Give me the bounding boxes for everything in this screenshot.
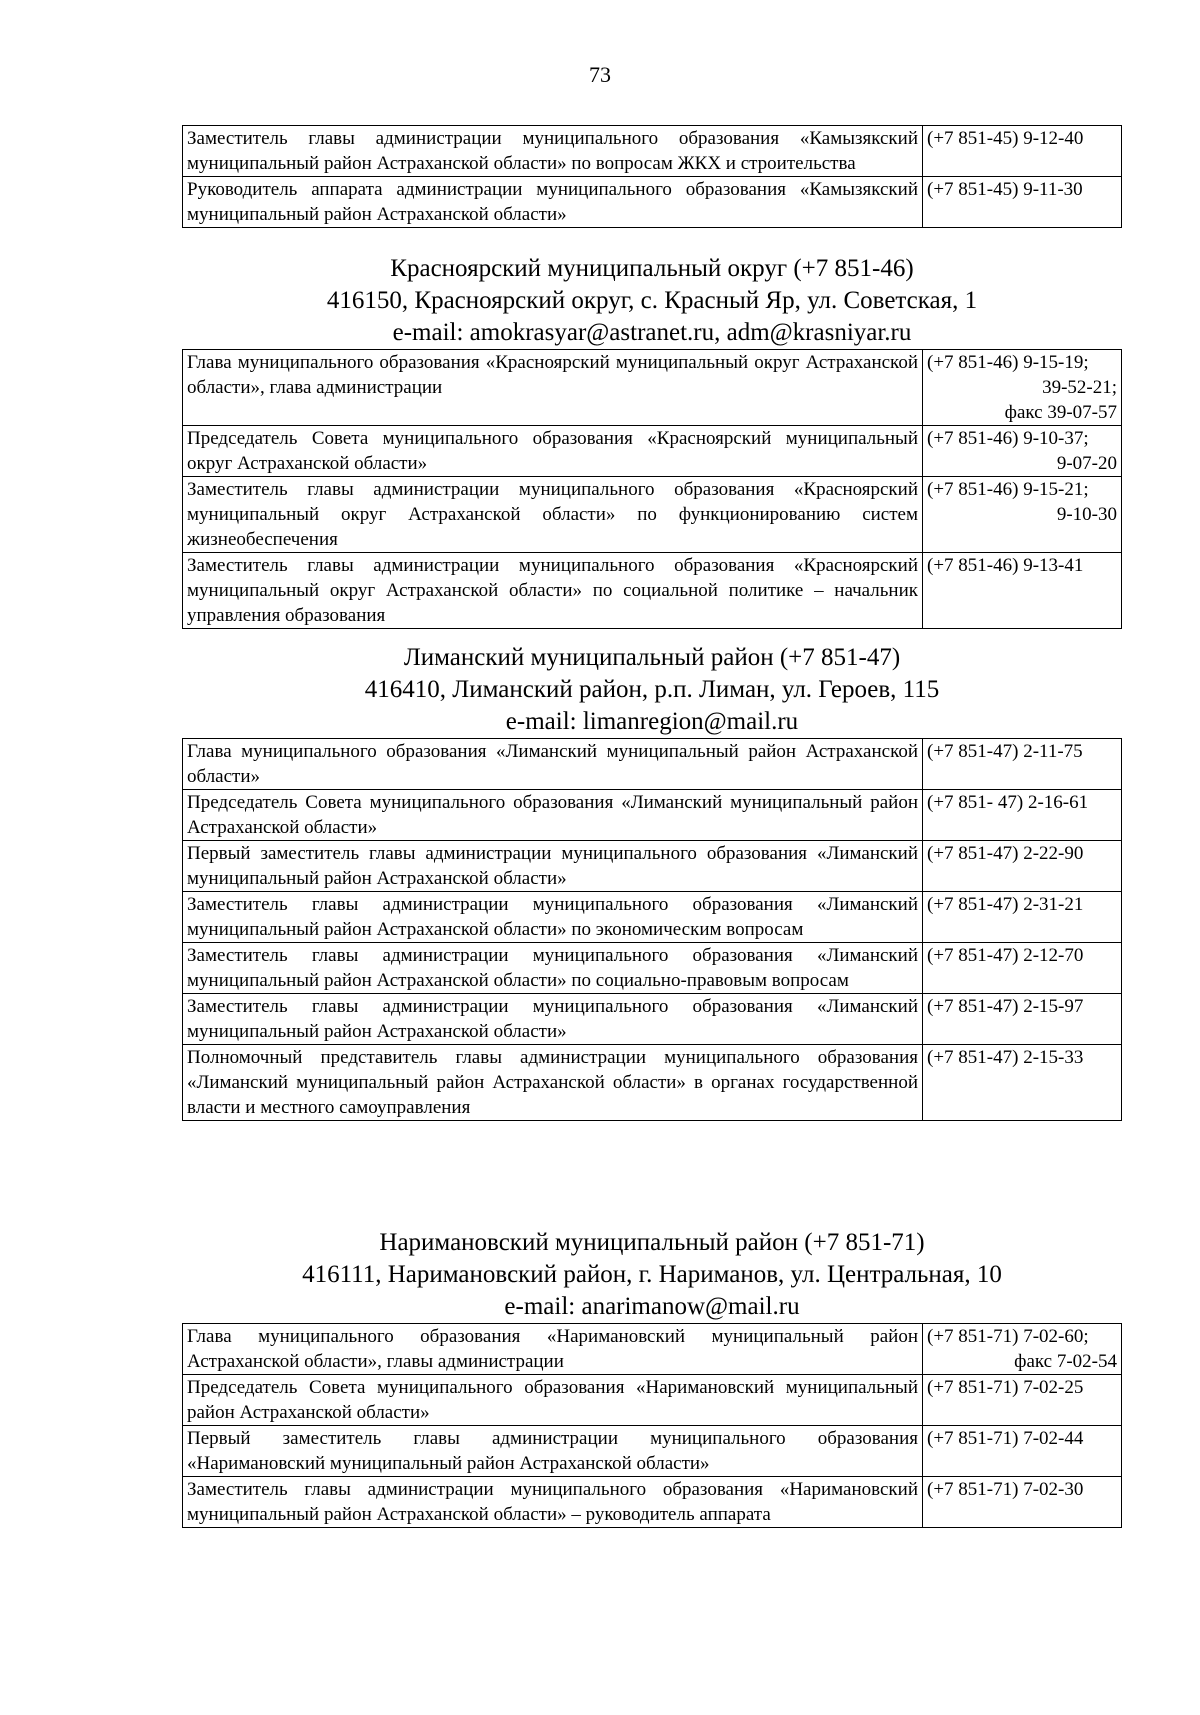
table-row	[183, 841, 1122, 892]
section-title: Лиманский муниципальный район (+7 851-47)	[403, 644, 901, 671]
phone-cell	[923, 892, 1122, 943]
table-row	[183, 943, 1122, 994]
position-cell: Заместитель главы администрации муниципального образования «Лиманский муниципальный район Астраханской области» по экономическим вопросам	[183, 892, 923, 943]
table-body	[183, 350, 1122, 629]
position-cell: Первый заместитель главы администрации муниципального образования «Наримановский муниципальный район Астраханской области»	[183, 1426, 923, 1477]
position-cell: Заместитель главы администрации муниципального образования «Лиманский муниципальный район Астраханской области» по социально-правовым вопросам	[183, 943, 923, 994]
table-row	[183, 790, 1122, 841]
position-cell: Первый заместитель главы администрации муниципального образования «Лиманский муниципальный район Астраханской области»	[183, 841, 923, 892]
phone-cell	[923, 350, 1122, 426]
phone-number: факс 7-02-54	[1014, 1351, 1117, 1372]
phone-cell	[923, 126, 1122, 177]
table-row	[183, 1324, 1122, 1375]
position-cell: Заместитель главы администрации муниципального образования «Красноярский муниципальный округ Астраханской области» по социальной политике – начальник управления образования	[183, 553, 923, 629]
table-row	[183, 1375, 1122, 1426]
section-limansky	[182, 642, 1122, 1121]
phone-number: (+7 851-47) 2-15-33	[927, 1047, 1084, 1068]
phone-number: (+7 851-46) 9-10-37;	[927, 428, 1089, 449]
phone-number: (+7 851-71) 7-02-25	[927, 1377, 1084, 1398]
section-narimanovsky	[182, 1227, 1122, 1528]
phone-cell	[923, 739, 1122, 790]
phone-number: (+7 851-46) 9-15-21;	[927, 479, 1089, 500]
position-cell: Председатель Совета муниципального образования «Наримановский муниципальный район Астраханской области»	[183, 1375, 923, 1426]
table-row	[183, 553, 1122, 629]
table-row	[183, 426, 1122, 477]
phone-cell	[923, 177, 1122, 228]
phone-number: 9-07-20	[1056, 453, 1117, 474]
table-row	[183, 1045, 1122, 1121]
phone-cell	[923, 994, 1122, 1045]
table-body	[183, 126, 1122, 228]
position-cell: Председатель Совета муниципального образования «Красноярский муниципальный округ Астраханской области»	[183, 426, 923, 477]
table-row	[183, 739, 1122, 790]
phone-cell	[923, 426, 1122, 477]
section-address: 416111, Наримановский район, г. Нариманов, ул. Центральная, 10	[302, 1261, 1002, 1288]
position-cell: Заместитель главы администрации муниципального образования «Наримановский муниципальный район Астраханской области» – руководитель аппарата	[183, 1477, 923, 1528]
phone-number: факс 39-07-57	[1004, 402, 1117, 423]
phone-cell	[923, 553, 1122, 629]
table-row	[183, 477, 1122, 553]
phone-number: (+7 851-47) 2-12-70	[927, 945, 1084, 966]
position-cell: Заместитель главы администрации муниципального образования «Лиманский муниципальный район Астраханской области»	[183, 994, 923, 1045]
position-cell: Заместитель главы администрации муниципального образования «Красноярский муниципальный округ Астраханской области» по функционированию систем жизнеобеспечения	[183, 477, 923, 553]
table-row	[183, 126, 1122, 177]
phone-number: (+7 851-47) 2-11-75	[927, 741, 1083, 762]
section-email: e-mail: anarimanow@mail.ru	[504, 1293, 800, 1320]
position-cell: Заместитель главы администрации муниципального образования «Камызякский муниципальный район Астраханской области» по вопросам ЖКХ и строительства	[183, 126, 923, 177]
phone-cell	[923, 1324, 1122, 1375]
position-cell: Глава муниципального образования «Наримановский муниципальный район Астраханской области», главы администрации	[183, 1324, 923, 1375]
section-title: Красноярский муниципальный округ (+7 851-46)	[390, 255, 914, 282]
table-body	[183, 739, 1122, 1121]
contacts-table	[182, 349, 1122, 629]
contacts-table	[182, 125, 1122, 228]
position-cell: Полномочный представитель главы администрации муниципального образования «Лиманский муниципальный район Астраханской области» в органах государственной власти и местного самоуправления	[183, 1045, 923, 1121]
page-number: 73	[589, 62, 611, 87]
phone-number: (+7 851-45) 9-12-40	[927, 128, 1084, 149]
table-row	[183, 350, 1122, 426]
section-email: e-mail: limanregion@mail.ru	[505, 708, 799, 735]
phone-number: (+7 851-71) 7-02-30	[927, 1479, 1084, 1500]
table-row	[183, 1426, 1122, 1477]
section-email: e-mail: amokrasyar@astranet.ru, adm@krasniyar.ru	[392, 319, 912, 346]
phone-cell	[923, 841, 1122, 892]
table-row	[183, 177, 1122, 228]
phone-number: (+7 851-46) 9-13-41	[927, 555, 1084, 576]
position-cell: Председатель Совета муниципального образования «Лиманский муниципальный район Астраханской области»	[183, 790, 923, 841]
phone-number: 39-52-21;	[1042, 377, 1117, 398]
table-row	[183, 892, 1122, 943]
phone-number: (+7 851-45) 9-11-30	[927, 179, 1083, 200]
contacts-table	[182, 1323, 1122, 1528]
position-cell: Глава муниципального образования «Лиманский муниципальный район Астраханской области»	[183, 739, 923, 790]
phone-cell	[923, 1375, 1122, 1426]
phone-number: (+7 851- 47) 2-16-61	[927, 792, 1089, 813]
phone-number: (+7 851-47) 2-15-97	[927, 996, 1084, 1017]
phone-cell	[923, 1426, 1122, 1477]
contacts-table	[182, 738, 1122, 1121]
table-kamyzyak	[182, 125, 1122, 228]
phone-number: (+7 851-71) 7-02-44	[927, 1428, 1084, 1449]
table-row	[183, 994, 1122, 1045]
section-address: 416410, Лиманский район, р.п. Лиман, ул. Героев, 115	[364, 676, 940, 703]
position-cell: Глава муниципального образования «Красноярский муниципальный округ Астраханской области», глава администрации	[183, 350, 923, 426]
phone-cell	[923, 477, 1122, 553]
phone-number: 9-10-30	[1056, 504, 1117, 525]
phone-cell	[923, 790, 1122, 841]
section-address: 416150, Красноярский округ, с. Красный Яр, ул. Советская, 1	[326, 287, 978, 314]
phone-number: (+7 851-46) 9-15-19;	[927, 352, 1089, 373]
section-krasnoyarsky	[182, 253, 1122, 629]
position-cell: Руководитель аппарата администрации муниципального образования «Камызякский муниципальный район Астраханской области»	[183, 177, 923, 228]
phone-cell	[923, 1477, 1122, 1528]
phone-cell	[923, 1045, 1122, 1121]
phone-number: (+7 851-47) 2-22-90	[927, 843, 1084, 864]
table-row	[183, 1477, 1122, 1528]
section-title: Наримановский муниципальный район (+7 851-71)	[379, 1229, 925, 1256]
phone-number: (+7 851-71) 7-02-60;	[927, 1326, 1089, 1347]
phone-number: (+7 851-47) 2-31-21	[927, 894, 1084, 915]
phone-cell	[923, 943, 1122, 994]
table-body	[183, 1324, 1122, 1528]
